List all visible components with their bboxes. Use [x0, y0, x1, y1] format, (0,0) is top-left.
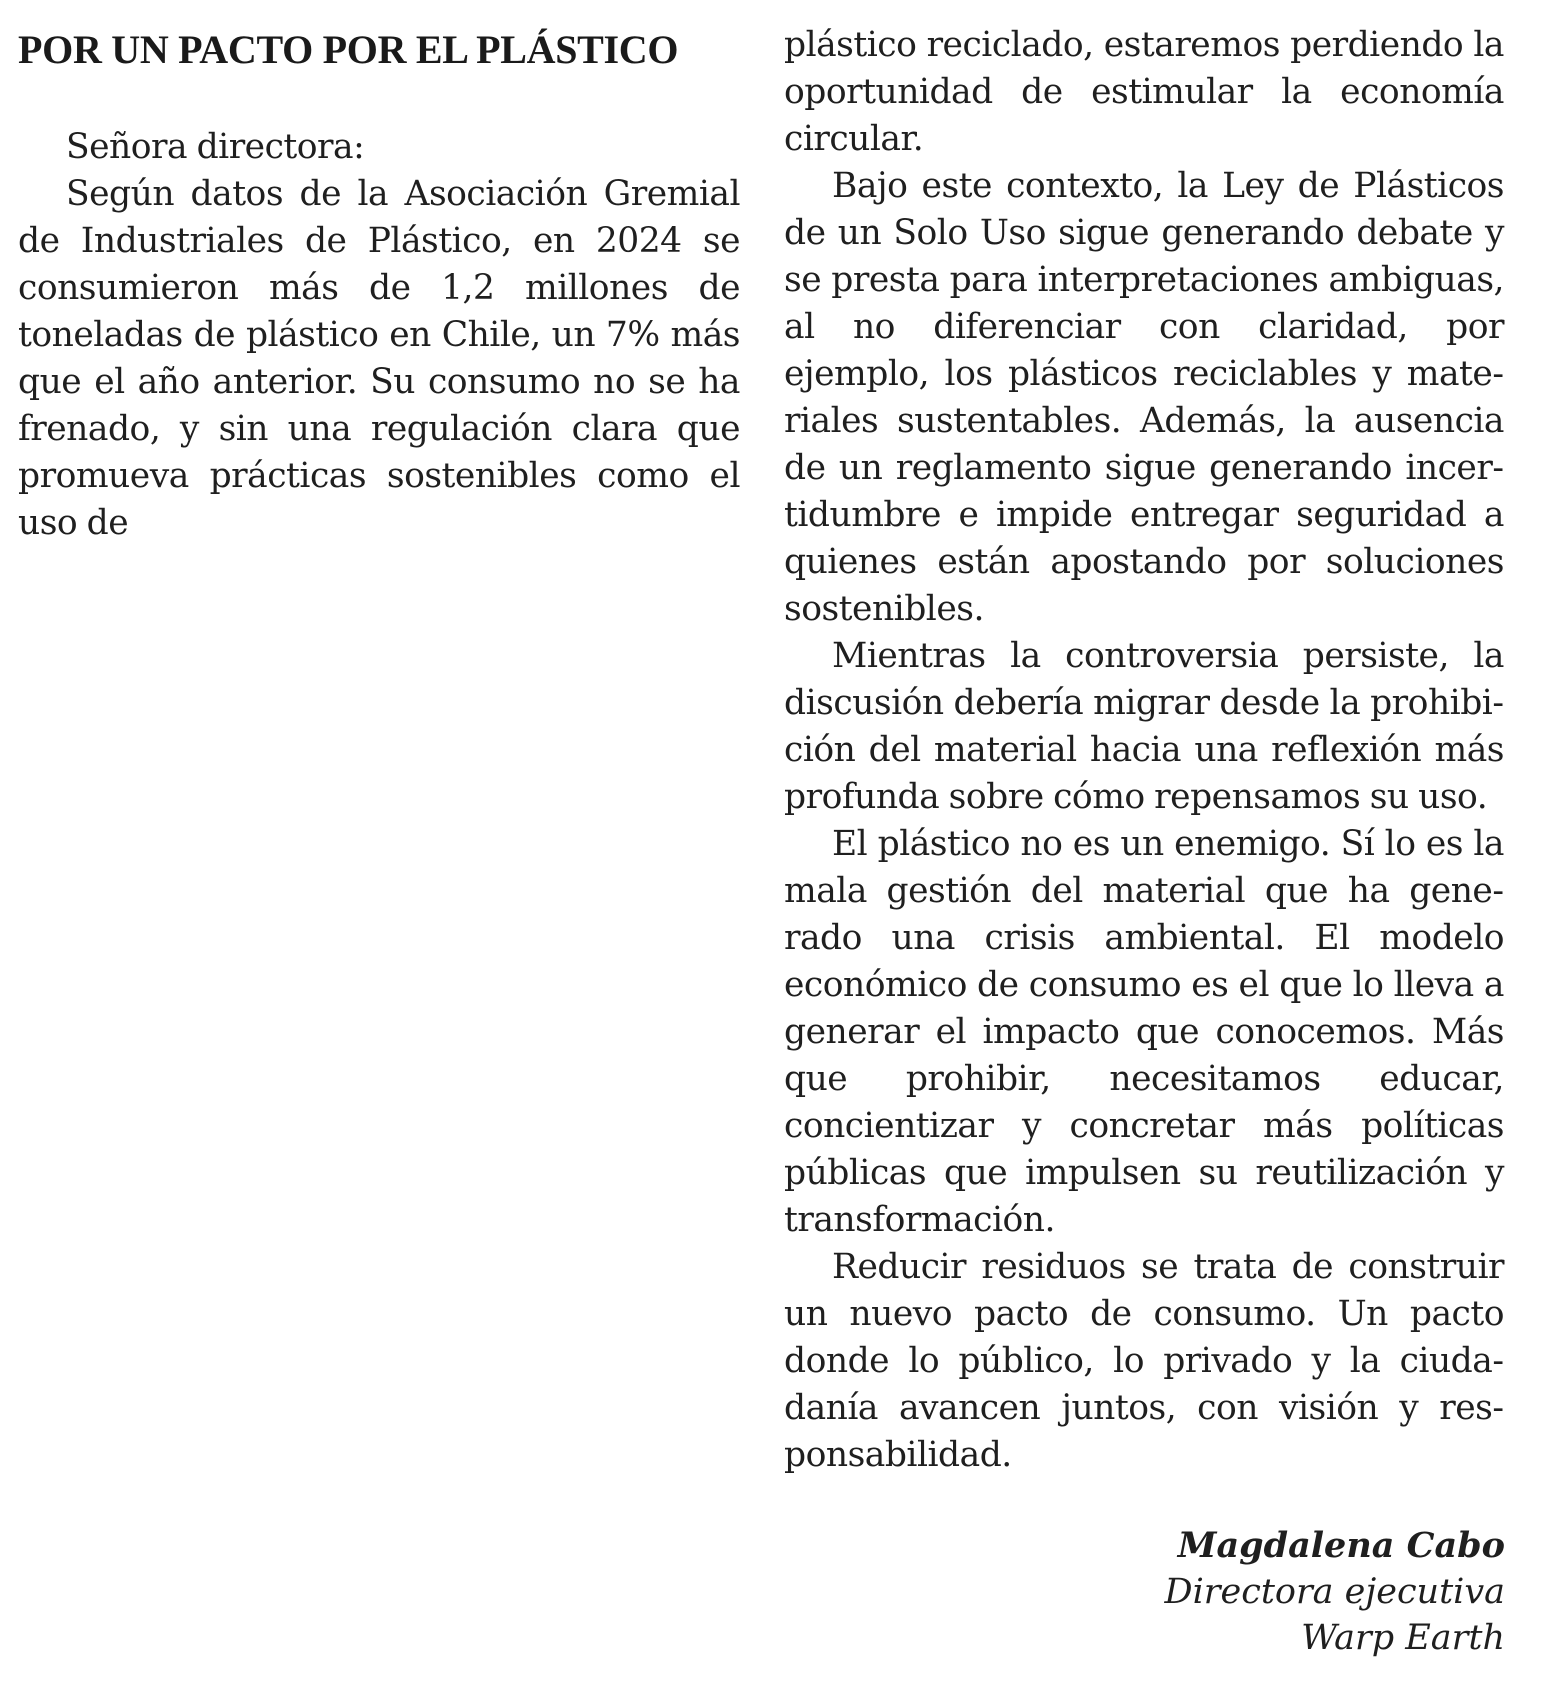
left-column: [18, 22, 740, 547]
author-organization: Warp Earth: [1301, 1618, 1505, 1658]
body-paragraph-4: Mientras la controversia persiste, la discusión debería migrar desde la prohibición del material hacia una reflexión más profunda sobre cómo repensamos su uso.: [784, 636, 1504, 817]
body-paragraph-2: plástico reciclado, estaremos perdiendo la oportunidad de estimular la economía circular.: [784, 25, 1504, 159]
body-paragraph-3: Bajo este contexto, la Ley de Plásticos de un Solo Uso sigue generando debate y se presta para interpretaciones ambiguas, al no diferenciar con claridad, por ejemplo, los plásticos reciclables y materiales sustentables. Además, la ausencia de un reglamento sigue generando incertidumbre e impide entregar seguridad a quienes están apostando por soluciones sostenibles.: [784, 166, 1504, 629]
author-title: Directora ejecutiva: [1164, 1572, 1505, 1612]
salutation: Señora directora:: [66, 127, 365, 167]
body-paragraph-1: Según datos de la Asociación Gremial de Industriales de Plástico, en 2024 se consumieron más de 1,2 millones de toneladas de plástico en Chile, un 7% más que el año anterior. Su consumo no se ha frenado, y sin una regulación clara que promueva prácticas sostenibles como el uso de: [18, 174, 740, 543]
author-name: Magdalena Cabo: [1177, 1525, 1505, 1566]
body-paragraph-6: Reducir residuos se trata de construir un nuevo pacto de consumo. Un pacto donde lo público, lo privado y la ciudadanía avancen juntos, con visión y responsabilidad.: [784, 1247, 1504, 1475]
right-column: [784, 22, 1504, 1479]
body-paragraph-5: El plástico no es un enemigo. Sí lo es la mala gestión del material que ha generado una crisis ambiental. El modelo económico de consumo es el que lo lleva a generar el impacto que conocemos. Más que prohibir, necesitamos educar, concientizar y concretar más políticas públicas que impulsen su reutilización y transformación.: [784, 824, 1504, 1240]
signature-block: [1165, 1523, 1505, 1661]
headline: POR UN PACTO POR EL PLÁSTICO: [18, 27, 679, 72]
